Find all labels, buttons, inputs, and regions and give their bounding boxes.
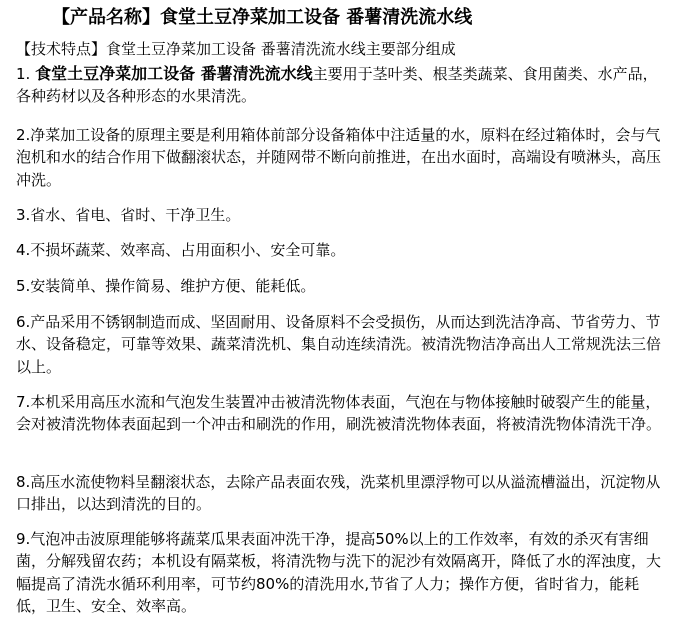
feature-item-1-text: 主要用于茎叶类、根茎类蔬菜、食用菌类、水产品，各种药材以及各种形态的水果清洗。 (16, 65, 658, 106)
feature-item-5: 5.安装简单、操作简易、维护方便、能耗低。 (16, 277, 316, 295)
feature-item-9: 9.气泡冲击波原理能够将蔬菜瓜果表面冲洗干净，提高50%以上的工作效率，有效的杀灭有害细菌，分解残留农药；本机设有隔菜板，将清洗物与洗下的泥沙有效隔离开，降低了水的浑浊度，大幅提高了清洗水循环利用率，可节约80%的清洗用水,节省了人力；操作方便，省时省力，能耗低，卫生、安全、效率高。 (16, 530, 662, 616)
feature-item-7: 7.本机采用高压水流和气泡发生装置冲击被清洗物体表面，气泡在与物体接触时破裂产生的能量，会对被清洗物体表面起到一个冲击和刷洗的作用，刷洗被清洗物体表面，将被清洗物体清洗干净。 (16, 393, 662, 434)
feature-item-8: 8.高压水流使物料呈翻滚状态，去除产品表面农残，洗菜机里漂浮物可以从溢流槽溢出，沉淀物从口排出，以达到清洗的目的。 (16, 473, 661, 514)
feature-item-1-bold: 食堂土豆净菜加工设备 番薯清洗流水线 (35, 64, 313, 83)
feature-item-1-number: 1. (16, 65, 36, 83)
feature-item-3: 3.省水、省电、省时、干净卫生。 (16, 206, 241, 224)
feature-item-1 (16, 63, 664, 108)
feature-item-4: 4.不损坏蔬菜、效率高、占用面积小、安全可靠。 (16, 241, 346, 259)
feature-item-2: 2.净菜加工设备的原理主要是利用箱体前部分设备箱体中注适量的水，原料在经过箱体时，会与气泡机和水的结合作用下做翻滚状态，并随网带不断向前推进，在出水面时，高端设有喷淋头，高压冲洗。 (16, 126, 662, 189)
feature-item-6: 6.产品采用不锈钢制造而成、坚固耐用、设备原料不会受损伤，从而达到洗洁净高、节省劳力、节水、设备稳定，可靠等效果、蔬菜清洗机、集自动连续清洗。被清洗物洁净高出人工常规洗法三倍以上。 (16, 313, 662, 376)
features-heading: 【技术特点】食堂土豆净菜加工设备 番薯清洗流水线主要部分组成 (16, 40, 456, 58)
product-title: 【产品名称】食堂土豆净菜加工设备 番薯清洗流水线 (52, 7, 473, 28)
